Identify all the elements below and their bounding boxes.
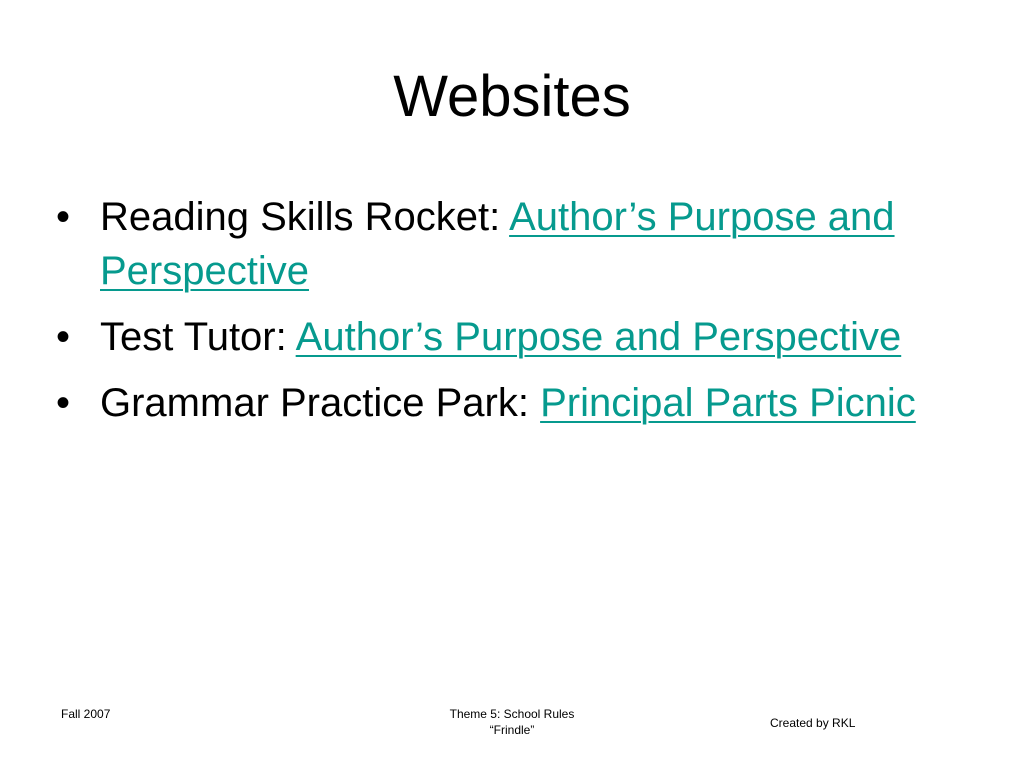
bullet-label: Reading Skills Rocket:	[100, 195, 501, 239]
footer-author: Created by RKL	[770, 716, 856, 730]
bullet-item-grammar-practice-park	[56, 376, 936, 430]
link-authors-purpose-test-tutor[interactable]: Author’s Purpose and Perspective	[295, 315, 902, 359]
bullet-dot-icon: •	[56, 381, 71, 425]
footer-theme	[412, 706, 612, 738]
bullet-item-test-tutor	[56, 310, 936, 364]
footer-date: Fall 2007	[61, 707, 111, 721]
bullet-list	[56, 190, 936, 442]
slide-title: Websites	[393, 64, 631, 129]
bullet-dot-icon: •	[56, 315, 71, 359]
bullet-item-reading-skills-rocket	[56, 190, 936, 298]
link-authors-purpose-rocket[interactable]: Author’s Purpose and Perspective	[100, 195, 895, 293]
link-principal-parts-picnic[interactable]: Principal Parts Picnic	[540, 381, 916, 425]
bullet-label: Grammar Practice Park:	[100, 381, 529, 425]
bullet-label: Test Tutor:	[100, 315, 287, 359]
bullet-dot-icon: •	[56, 195, 71, 239]
footer-book-title: “Frindle”	[489, 723, 535, 737]
footer-theme-line: Theme 5: School Rules	[449, 707, 575, 721]
